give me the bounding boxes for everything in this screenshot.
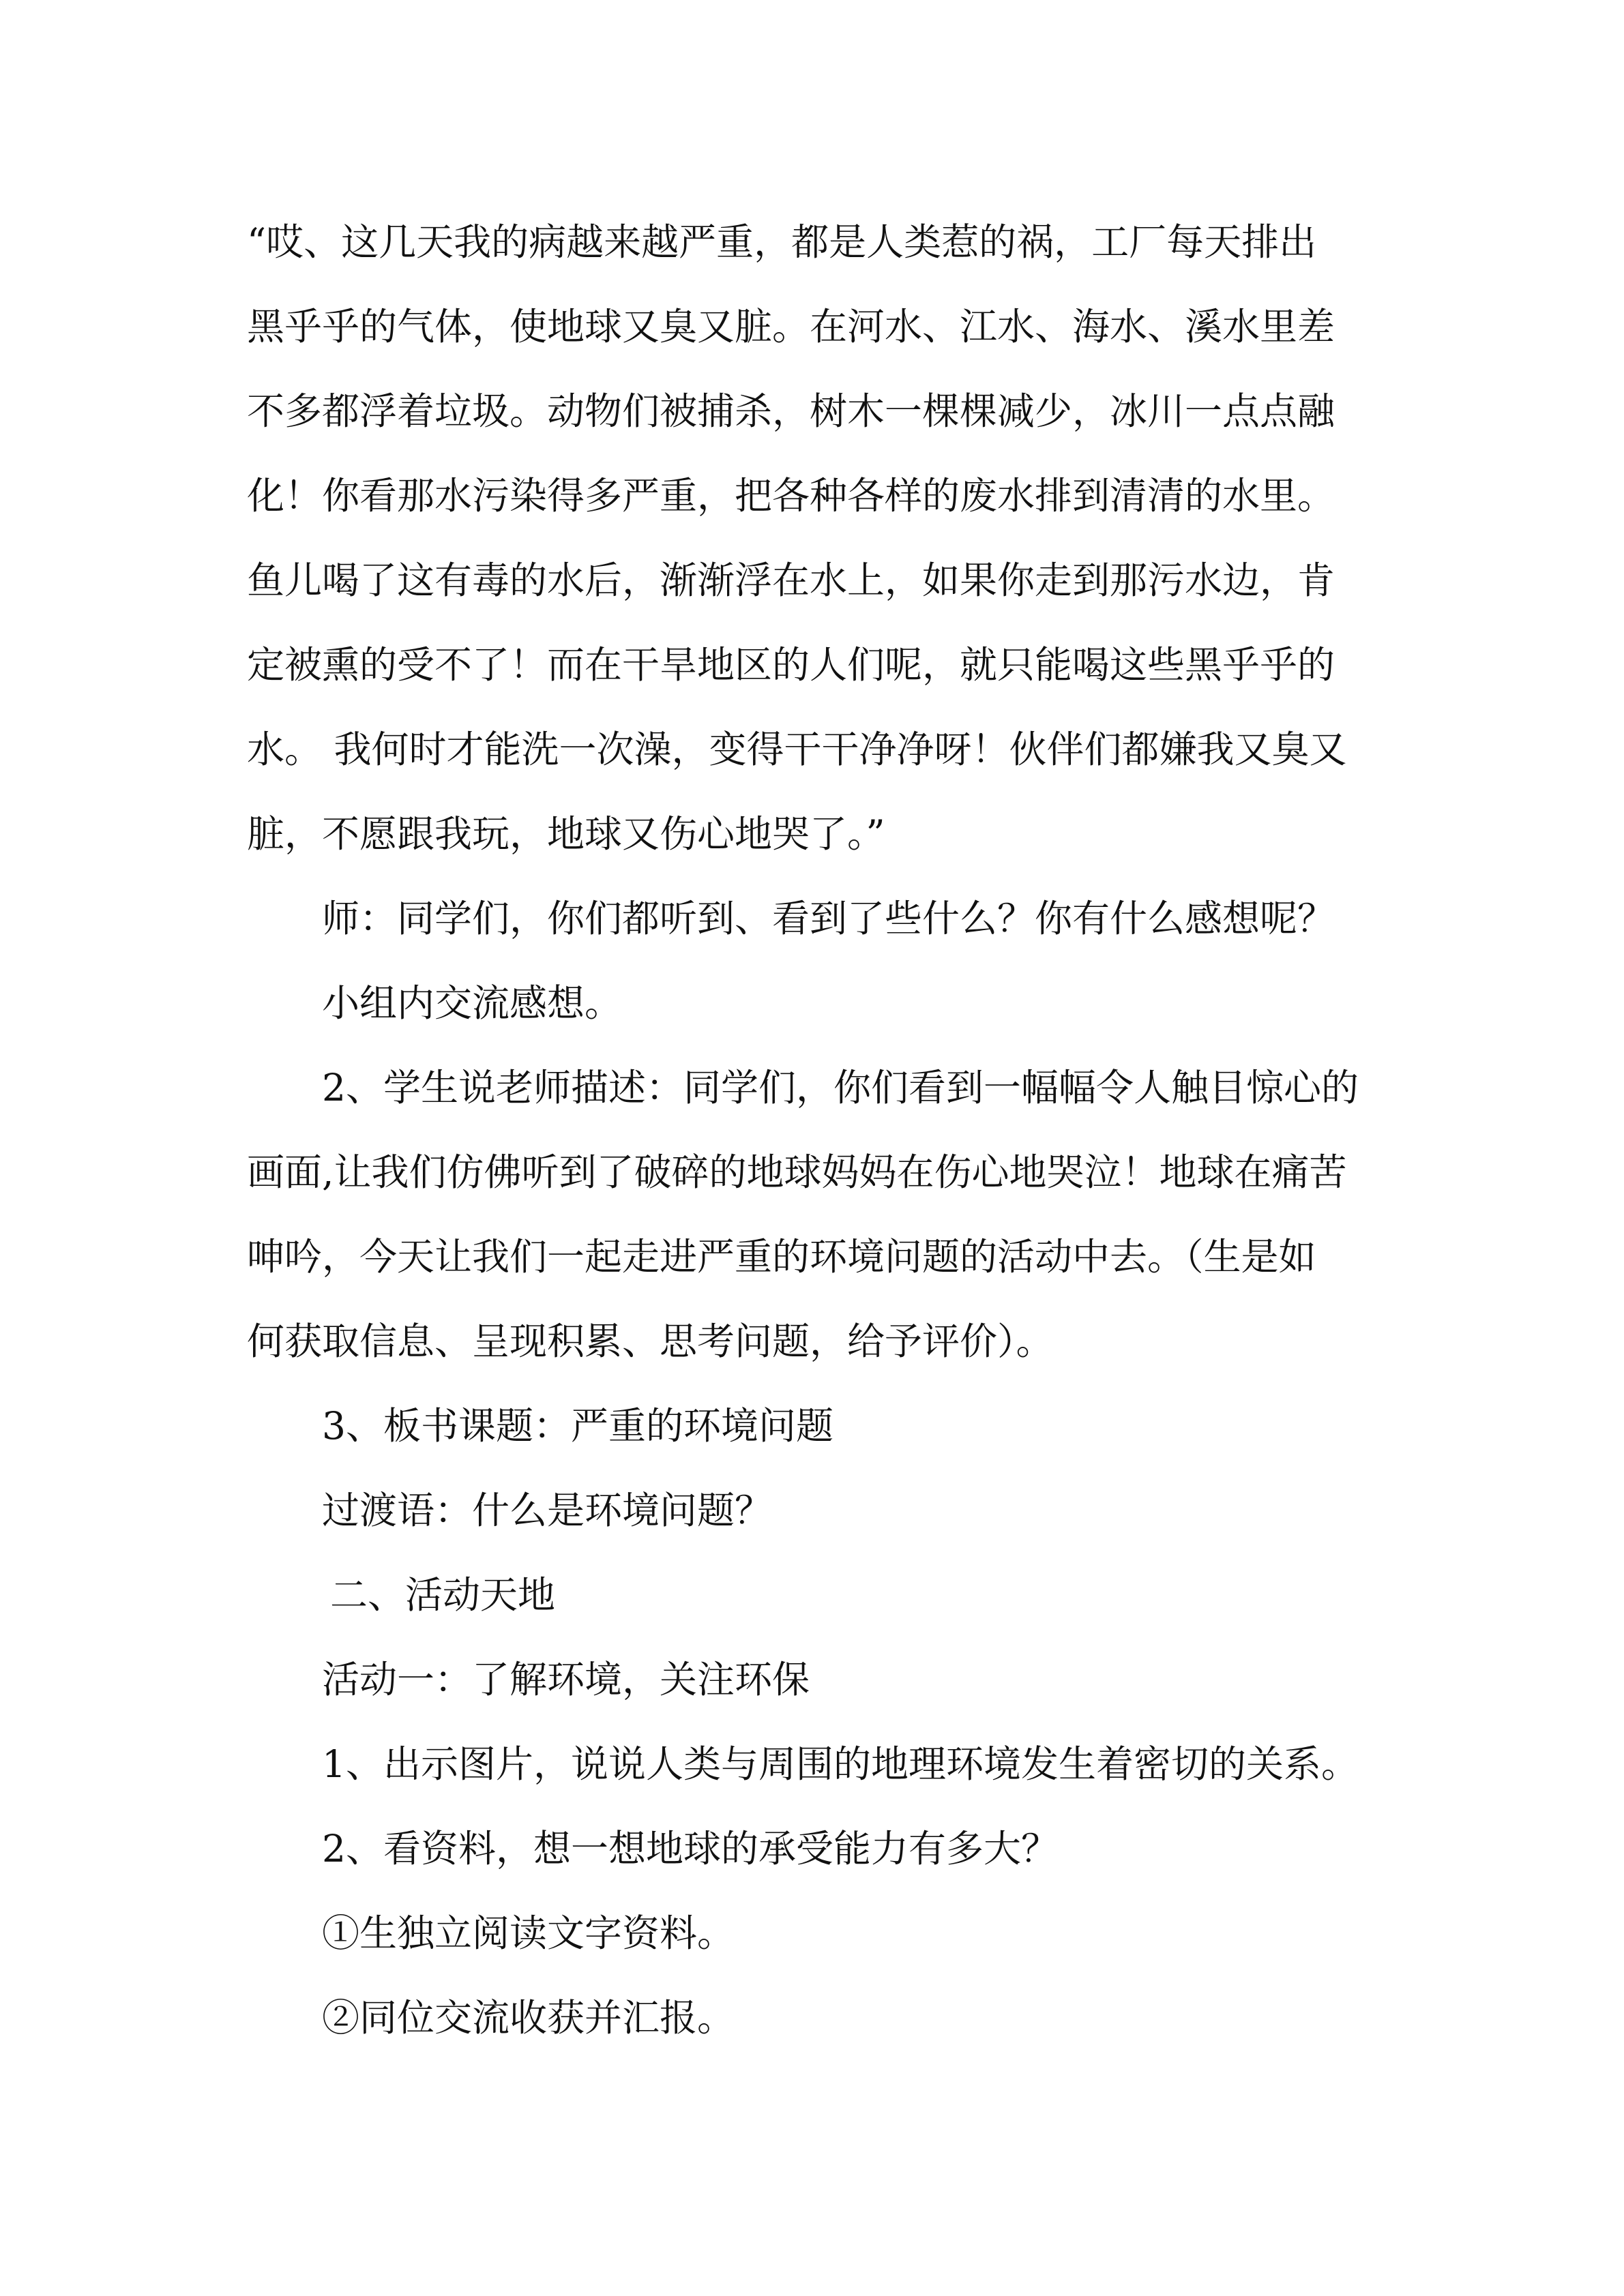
transition-line: 过渡语：什么是环境问题？: [322, 1489, 773, 1532]
activity-heading: 活动一：了解环境，关注环保: [322, 1658, 810, 1701]
step-3-line: 3、板书课题：严重的环境问题: [322, 1404, 833, 1448]
activity-step-1: 1、出示图片，说说人类与周围的地理环境发生着密切的关系。: [322, 1742, 1359, 1786]
paragraph-line: 画面,让我们仿佛听到了破碎的地球妈妈在伤心地哭泣！地球在痛苦: [247, 1150, 1347, 1194]
paragraph-line: 水。 我何时才能洗一次澡，变得干干净净呀！伙伴们都嫌我又臭又: [247, 728, 1347, 771]
document-body: [247, 211, 1379, 2072]
paragraph-line: “哎、这几天我的病越来越严重，都是人类惹的祸，工厂每天排出: [247, 220, 1317, 264]
paragraph-line: 脏，不愿跟我玩，地球又伤心地哭了。”: [247, 812, 885, 856]
activity-step-2: 2、看资料，想一想地球的承受能力有多大？: [322, 1827, 1059, 1870]
step-2-line: 2、学生说老师描述：同学们，你们看到一幅幅令人触目惊心的: [322, 1066, 1359, 1109]
paragraph-line: 黑乎乎的气体，使地球又臭又脏。在河水、江水、海水、溪水里差: [247, 305, 1335, 348]
teacher-question-line: 师：同学们，你们都听到、看到了些什么？你有什么感想呢？: [322, 897, 1335, 940]
group-discussion-line: 小组内交流感想。: [322, 981, 623, 1025]
activity-substep-1: ①生独立阅读文字资料。: [322, 1911, 735, 1955]
paragraph-line: 定被熏的受不了！而在干旱地区的人们呢，就只能喝这些黑乎乎的: [247, 643, 1335, 687]
paragraph-line: 化！你看那水污染得多严重，把各种各样的废水排到清清的水里。: [247, 474, 1335, 518]
section-heading: 二、活动天地: [330, 1573, 556, 1617]
paragraph-line: 呻吟，今天让我们一起走进严重的环境问题的活动中去。（生是如: [247, 1235, 1316, 1279]
paragraph-line: 何获取信息、呈现积累、思考问题，给予评价）。: [247, 1320, 1054, 1363]
paragraph-line: 不多都浮着垃圾。动物们被捕杀，树木一棵棵减少，冰川一点点融: [247, 389, 1335, 433]
paragraph-line: 鱼儿喝了这有毒的水后，渐渐浮在水上，如果你走到那污水边，肯: [247, 558, 1335, 602]
activity-substep-2: ②同位交流收获并汇报。: [322, 1996, 735, 2040]
